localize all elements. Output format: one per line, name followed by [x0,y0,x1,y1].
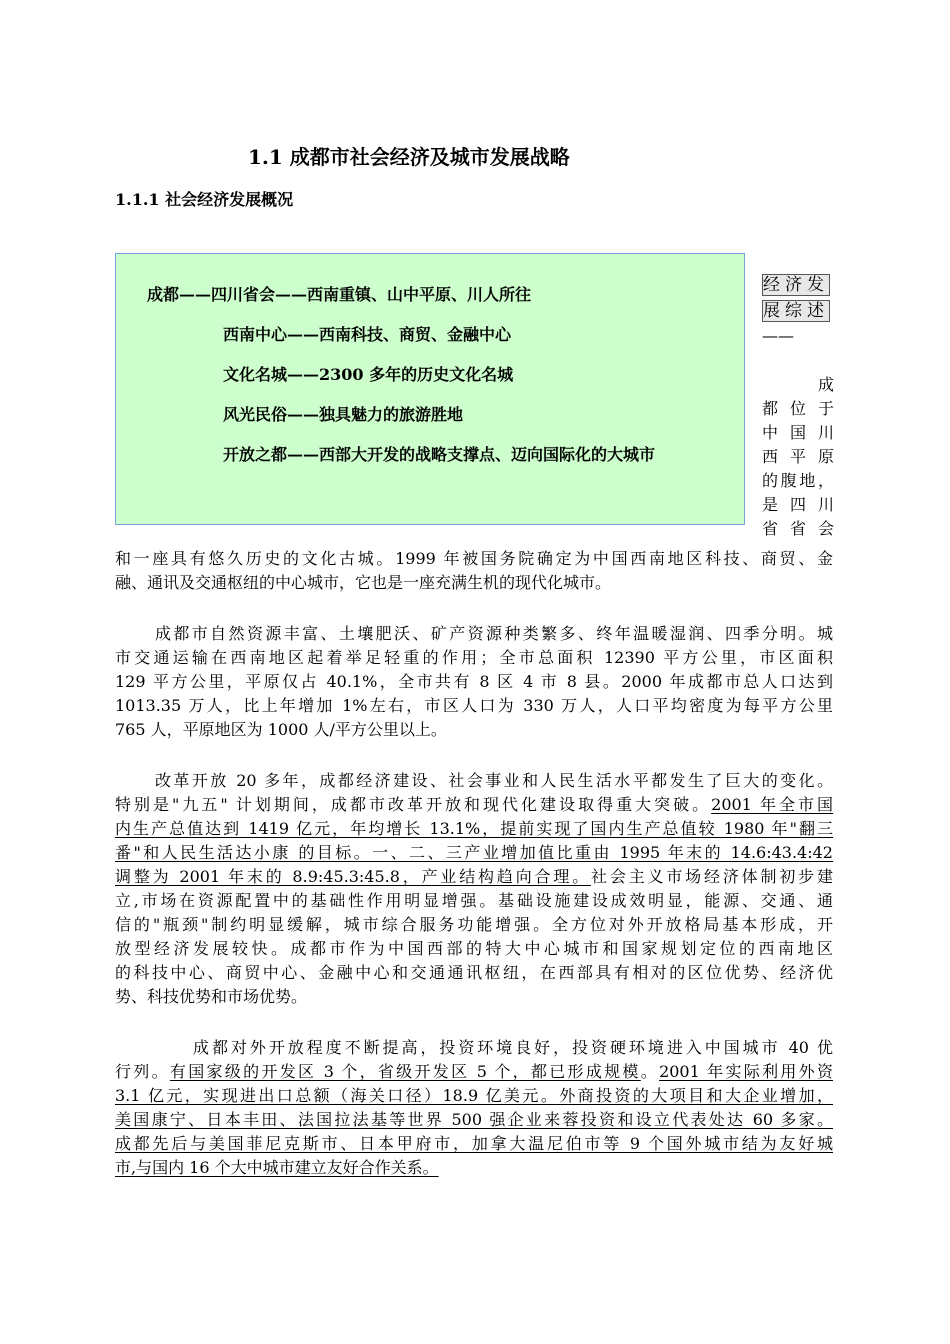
paragraph-4-underlined: 有国家级的开发区 3 个，省级开发区 5 个，都已形成规模 [169,1062,641,1081]
paragraph-2-line: 1013.35 万人，比上年增加 1%左右，市区人口为 330 万人，人口平均密度为每平方公里 [115,696,833,715]
paragraph-4-underlined: 3.1 亿元，实现进出口总额（海关口径）18.9 亿美元。外商投资的大项目和大企业增加， [115,1086,833,1105]
side-text-line: 成 [817,375,834,394]
subsection-title: 1.1.1 社会经济发展概况 [115,190,294,209]
paragraph-3-line: 的科技中心、商贸中心、金融中心和交通通讯枢纽，在西部具有相对的区位优势、经济优 [115,963,833,982]
paragraph-4-text: 。 [640,1062,660,1081]
paragraph-3-line: 改革开放 20 多年，成都经济建设、社会事业和人民生活水平都发生了巨大的变化。 [155,771,833,790]
paragraph-2-line: 市交通运输在西南地区起着举足轻重的作用；全市总面积 12390 平方公里，市区面积 [115,648,833,667]
paragraph-4-line [115,1108,833,1132]
paragraph-1-line: 和一座具有悠久历史的文化古城。1999 年被国务院确定为中国西南地区科技、商贸、金 [115,549,833,568]
paragraph-2-line: 765 人，平原地区为 1000 人/平方公里以上。 [115,720,447,739]
side-text-line: 省省会 [762,519,834,538]
paragraph-2-line: 成都市自然资源丰富、土壤肥沃、矿产资源种类繁多、终年温暖湿润、四季分明。城 [155,624,833,643]
paragraph-3-underlined: 内生产总值达到 1419 亿元，年均增长 13.1%，提前实现了国内生产总值较 1980 年"翻三 [115,819,833,838]
summary-line-1: 成都——四川省会——西南重镇、山中平原、川人所往 [147,285,532,304]
summary-line-4: 风光民俗——独具魅力的旅游胜地 [223,405,464,424]
paragraph-3-line [115,817,833,841]
paragraph-3-line: 势、科技优势和市场优势。 [115,987,308,1006]
paragraph-3-line: 放型经济发展较快。成都市作为中国西部的特大中心城市和国家规划定位的西南地区 [115,939,833,958]
paragraph-4-line [115,1156,833,1180]
paragraph-4-line [115,1060,833,1084]
paragraph-3-text: 社会主义市场经济体制初步建 [591,867,833,886]
paragraph-3-line [115,793,833,817]
paragraph-3-text: 特别是"九五" 计划期间，成都市改革开放和现代化建设取得重大突破。 [115,795,712,814]
summary-line-5: 开放之都——西部大开发的战略支撑点、迈向国际化的大城市 [223,445,656,464]
side-text-line: 都位于 [762,399,834,418]
side-heading-dash: —— [762,326,794,345]
paragraph-4-underlined: 市,与国内 16 个大中城市建立友好合作关系。 [115,1158,439,1177]
paragraph-1-line: 融、通讯及交通枢纽的中心城市，它也是一座充满生机的现代化城市。 [115,573,612,592]
paragraph-3-underlined: 2001 年全市国 [711,795,833,814]
summary-line-2: 西南中心——西南科技、商贸、金融中心 [223,325,512,344]
paragraph-4-underlined: 2001 年实际利用外资 [659,1062,833,1081]
paragraph-4-text: 行列。 [115,1062,170,1081]
paragraph-3-line: 信的"瓶颈"制约明显缓解，城市综合服务功能增强。全方位对外开放格局基本形成，开 [115,915,833,934]
paragraph-4-line: 成都对外开放程度不断提高，投资环境良好，投资硬环境进入中国城市 40 优 [193,1038,833,1057]
paragraph-4-line [115,1132,833,1156]
side-text-line: 的腹地， [762,471,834,490]
side-text-line: 是四川 [762,495,834,514]
side-text-line: 中国川 [762,423,834,442]
paragraph-3-underlined: 调整为 2001 年末的 8.9:45.3:45.8，产业结构趋向合理。 [115,867,592,886]
side-heading-line-2: 展综述 [763,301,829,321]
side-text-line: 西平原 [762,447,834,466]
paragraph-4-underlined: 成都先后与美国菲尼克斯市、日本甲府市，加拿大温尼伯市等 9 个国外城市结为友好城 [115,1134,833,1153]
paragraph-3-underlined: 番"和人民生活达小康 的目标。一、二、三产业增加值比重由 1995 年末的 14.6:43.4:42 [115,843,833,862]
paragraph-3-line [115,865,833,889]
paragraph-2-line: 129 平方公里，平原仅占 40.1%，全市共有 8 区 4 市 8 县。2000 年成都市总人口达到 [115,672,833,691]
summary-line-3: 文化名城——2300 多年的历史文化名城 [223,365,514,384]
paragraph-4-underlined: 美国康宁、日本丰田、法国拉法基等世界 500 强企业来蓉投资和设立代表处达 60 多家。 [115,1110,833,1129]
section-title: 1.1 成都市社会经济及城市发展战略 [248,145,570,169]
paragraph-3-line [115,841,833,865]
side-heading-line-1: 经济发 [763,275,829,295]
paragraph-3-line: 立,市场在资源配置中的基础性作用明显增强。基础设施建设成效明显，能源、交通、通 [115,891,833,910]
side-heading [762,272,832,324]
summary-box [115,253,745,525]
paragraph-4-line [115,1084,833,1108]
